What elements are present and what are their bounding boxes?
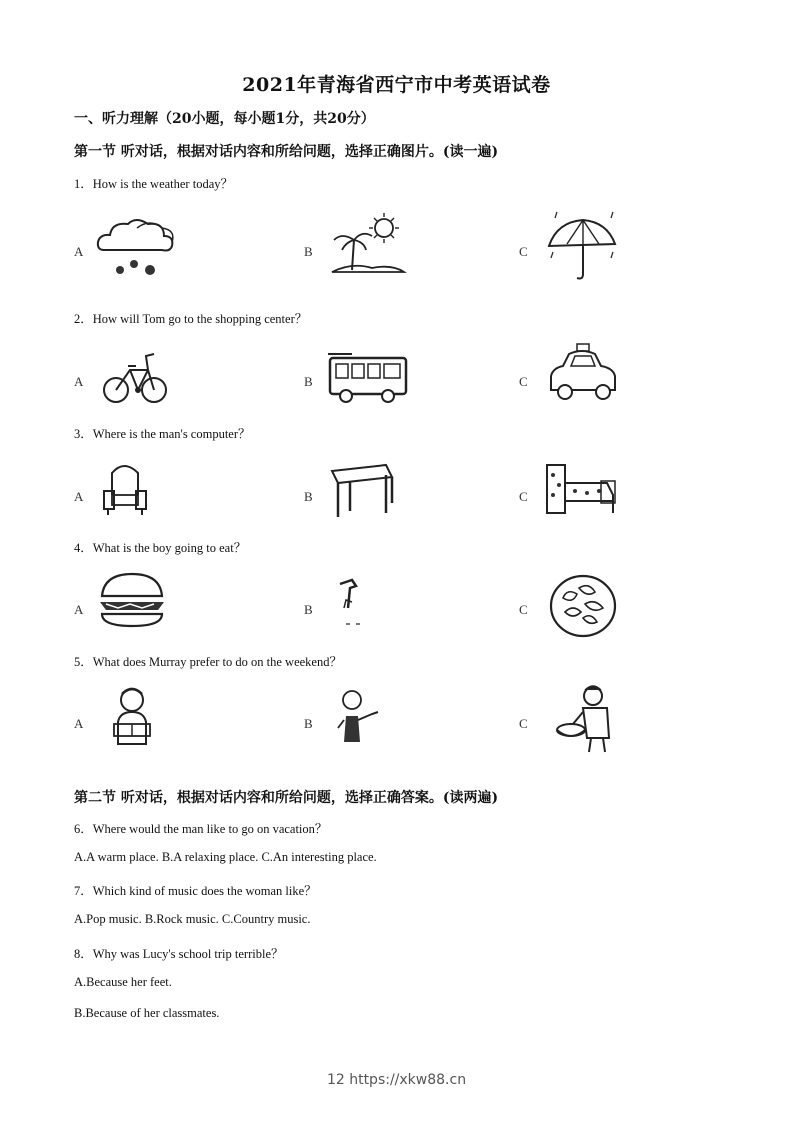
page-title: 2021年青海省西宁市中考英语试卷 [242,74,551,96]
option-label: A [74,489,84,504]
option-c[interactable] [519,682,669,767]
snow-cloud-icon [92,210,182,285]
option-label: B [304,489,313,504]
question-7-options[interactable]: A.Pop music. B.Rock music. C.Country music. [74,912,311,926]
option-label: C [519,716,528,731]
option-label: A [74,244,84,259]
question-3-options [74,455,694,540]
question-2: 2．How will Tom go to the shopping center？ [74,312,308,326]
option-label: C [519,374,528,389]
boy-reading-icon [92,682,182,757]
dumplings-plate-icon [537,568,627,643]
umbrella-rain-icon [537,210,627,285]
question-5: 5．What does Murray prefer to do on the weekend？ [74,655,342,669]
option-label: B [304,716,313,731]
sunny-beach-icon [322,210,412,285]
armchair-icon [92,455,182,530]
section2-heading: 第二节 听对话，根据对话内容和所给问题，选择正确答案。(读两遍) [74,790,499,806]
option-b[interactable] [304,455,454,540]
option-label: B [304,374,313,389]
question-5-options [74,682,694,767]
option-label: A [74,374,84,389]
option-c[interactable] [519,340,669,425]
boy-playing-icon [322,682,412,757]
option-label: C [519,489,528,504]
option-b[interactable] [304,340,454,425]
option-label: C [519,602,528,617]
ice-cream-icon [322,568,412,643]
option-a[interactable] [74,568,224,653]
table-icon [322,455,412,530]
option-label: C [519,244,528,259]
question-8: 8．Why was Lucy's school trip terrible？ [74,947,284,961]
option-a[interactable] [74,455,224,540]
bed-icon [537,455,627,530]
question-7: 7．Which kind of music does the woman like？ [74,884,317,898]
option-c[interactable] [519,568,669,653]
option-label: B [304,602,313,617]
option-c[interactable] [519,455,669,540]
taxi-icon [537,340,627,415]
option-label: B [304,244,313,259]
section1-heading: 第一节 听对话，根据对话内容和所给问题，选择正确图片。(读一遍) [74,144,499,160]
question-8-option-a[interactable]: A.Because her feet. [74,975,172,989]
option-label: A [74,602,84,617]
question-3: 3．Where is the man's computer？ [74,427,251,441]
bicycle-icon [92,340,182,415]
question-4-options [74,568,694,653]
part1-heading: 一、听力理解（20小题，每小题1分，共20分） [74,111,375,127]
page-footer: 12 https://xkw88.cn [326,1072,467,1088]
question-6: 6．Where would the man like to go on vacation？ [74,822,328,836]
option-a[interactable] [74,682,224,767]
question-1: 1．How is the weather today？ [74,177,233,191]
boy-cooking-icon [537,682,627,757]
hamburger-icon [92,568,182,643]
option-a[interactable] [74,340,224,425]
question-1-options [74,210,694,295]
option-b[interactable] [304,210,454,295]
option-b[interactable] [304,568,454,653]
question-6-options[interactable]: A.A warm place. B.A relaxing place. C.An interesting place. [74,850,377,864]
option-b[interactable] [304,682,454,767]
question-2-options [74,340,694,425]
question-8-option-b[interactable]: B.Because of her classmates. [74,1006,220,1020]
option-label: A [74,716,84,731]
question-4: 4．What is the boy going to eat？ [74,541,247,555]
bus-icon [322,340,412,415]
option-c[interactable] [519,210,669,295]
option-a[interactable] [74,210,224,295]
